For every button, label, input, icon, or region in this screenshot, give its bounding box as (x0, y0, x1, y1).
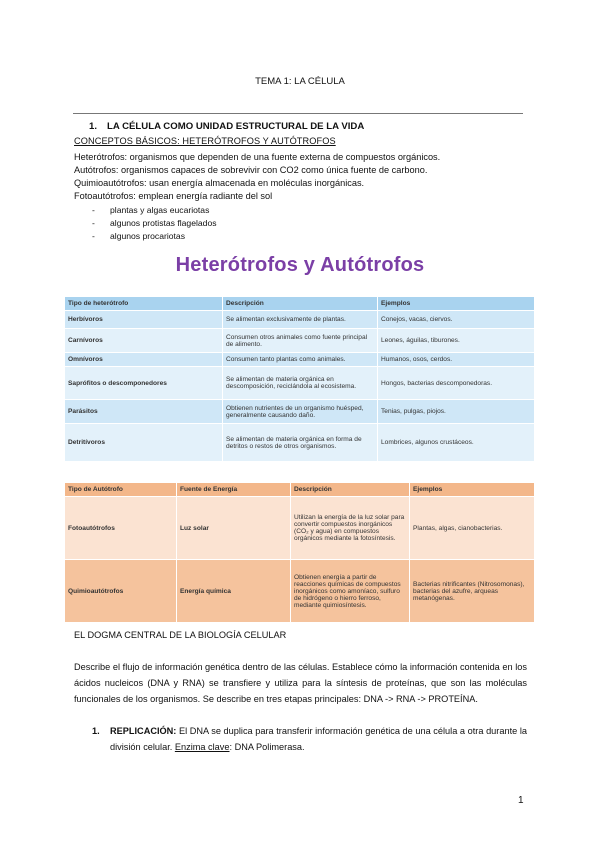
bullet-marker: - (92, 218, 95, 228)
table-header: Tipo de heterótrofo (65, 297, 223, 311)
item-term: REPLICACIÓN: (110, 726, 177, 736)
table-row (65, 353, 535, 367)
page-number: 1 (518, 795, 524, 806)
list-item-text: algunos procariotas (110, 231, 186, 241)
table-cell: Energía química (177, 560, 291, 623)
table-cell: Bacterias nitrificantes (Nitrosomonas), bacterias del azufre, arqueas metanógenas. (410, 560, 535, 623)
table-cell: Se alimentan de materia orgánica en forma de detritos o restos de otros organismos. (223, 424, 378, 462)
table-cell: Quimioautótrofos (65, 560, 177, 623)
table-cell: Tenias, pulgas, piojos. (378, 400, 535, 424)
section-heading (89, 121, 364, 132)
list-item (92, 231, 186, 241)
section-heading: EL DOGMA CENTRAL DE LA BIOLOGÍA CELULAR (74, 630, 287, 640)
item-key-value: DNA Polimerasa. (234, 741, 305, 752)
table-header-row (65, 483, 535, 497)
table-cell: Detritívoros (65, 424, 223, 462)
table-cell: Consumen tanto plantas como animales. (223, 353, 378, 367)
section-number: 1. (89, 121, 98, 132)
table-cell: Leones, águilas, tiburones. (378, 329, 535, 353)
table-cell: Parásitos (65, 400, 223, 424)
list-item (92, 205, 210, 215)
table-header-row (65, 297, 535, 311)
table-header: Fuente de Energía (177, 483, 291, 497)
table-cell: Se alimentan exclusivamente de plantas. (223, 311, 378, 329)
table-row (65, 311, 535, 329)
list-item (92, 218, 217, 228)
item-text: El DNA se duplica para transferir información genética de una célula a otra durante la división celular. (110, 726, 527, 752)
table-header: Descripción (291, 483, 410, 497)
header-divider (73, 113, 523, 114)
bullet-marker: - (92, 231, 95, 241)
table-cell: Conejos, vacas, ciervos. (378, 311, 535, 329)
figure-title: Heterótrofos y Autótrofos (175, 254, 425, 276)
table-header: Ejemplos (378, 297, 535, 311)
table-cell: Se alimentan de materia orgánica en descomposición, reciclándola al ecosistema. (223, 367, 378, 400)
table-row (65, 424, 535, 462)
bullet-marker: - (92, 205, 95, 215)
table-row (65, 560, 535, 623)
heterotrofos-table (64, 296, 535, 462)
table-cell: Saprófitos o descomponedores (65, 367, 223, 400)
table-cell: Herbívoros (65, 311, 223, 329)
list-item-text: plantas y algas eucariotas (110, 205, 210, 215)
table-cell: Fotoautótrofos (65, 497, 177, 560)
table-cell: Omnívoros (65, 353, 223, 367)
table-header: Tipo de Autótrofo (65, 483, 177, 497)
definition-fotoautotrofos: Fotoautótrofos: emplean energía radiante del sol (74, 191, 273, 201)
table-cell: Carnívoros (65, 329, 223, 353)
item-body (92, 724, 527, 756)
section-heading-text: LA CÉLULA COMO UNIDAD ESTRUCTURAL DE LA VIDA (107, 121, 365, 132)
table-cell: Luz solar (177, 497, 291, 560)
table-cell: Humanos, osos, cerdos. (378, 353, 535, 367)
table-cell: Obtienen energía a partir de reacciones químicas de compuestos inorgánicos como amoníaco, sulfuro de hidrógeno o hierro ferroso, mediante quimiosíntesis. (291, 560, 410, 623)
numbered-item (92, 724, 527, 756)
definition-heterotrofos: Heterótrofos: organismos que dependen de una fuente externa de compuestos orgánicos. (74, 152, 441, 162)
table-cell: Plantas, algas, cianobacterias. (410, 497, 535, 560)
table-cell: Hongos, bacterias descomponedoras. (378, 367, 535, 400)
table-cell: Lombrices, algunos crustáceos. (378, 424, 535, 462)
table-cell: Obtienen nutrientes de un organismo huésped, generalmente causando daño. (223, 400, 378, 424)
table-row (65, 329, 535, 353)
item-number: 1. (92, 726, 100, 736)
table-header: Descripción (223, 297, 378, 311)
table-row (65, 497, 535, 560)
autotrofos-table (64, 482, 535, 623)
table-row (65, 367, 535, 400)
list-item-text: algunos protistas flagelados (110, 218, 217, 228)
definition-autotrofos: Autótrofos: organismos capaces de sobrevivir con CO2 como única fuente de carbono. (74, 165, 428, 175)
table-cell: Consumen otros animales como fuente principal de alimento. (223, 329, 378, 353)
table-row (65, 400, 535, 424)
item-key-label: Enzima clave (174, 741, 230, 752)
definition-quimioautotrofos: Quimioautótrofos: usan energía almacenada en moléculas inorgánicas. (74, 178, 365, 188)
table-cell: Utilizan la energía de la luz solar para convertir compuestos inorgánicos (CO₂ y agua) en compuestos orgánicos mediante la fotosíntesis. (291, 497, 410, 560)
paragraph: Describe el flujo de información genética dentro de las células. Establece cómo la información contenida en los ácidos nucleicos (DNA y RNA) se transfiere y utiliza para la síntesis de proteínas, que son las moléculas funcionales de los organismos. Se describe en tres etapas principales: DNA -> RNA -> PROTEÍNA. (74, 662, 527, 704)
item-key-separator: : (229, 741, 235, 752)
subheading: CONCEPTOS BÁSICOS: HETERÓTROFOS Y AUTÓTROFOS (74, 136, 336, 146)
page-title: TEMA 1: LA CÉLULA (255, 76, 345, 87)
table-header: Ejemplos (410, 483, 535, 497)
